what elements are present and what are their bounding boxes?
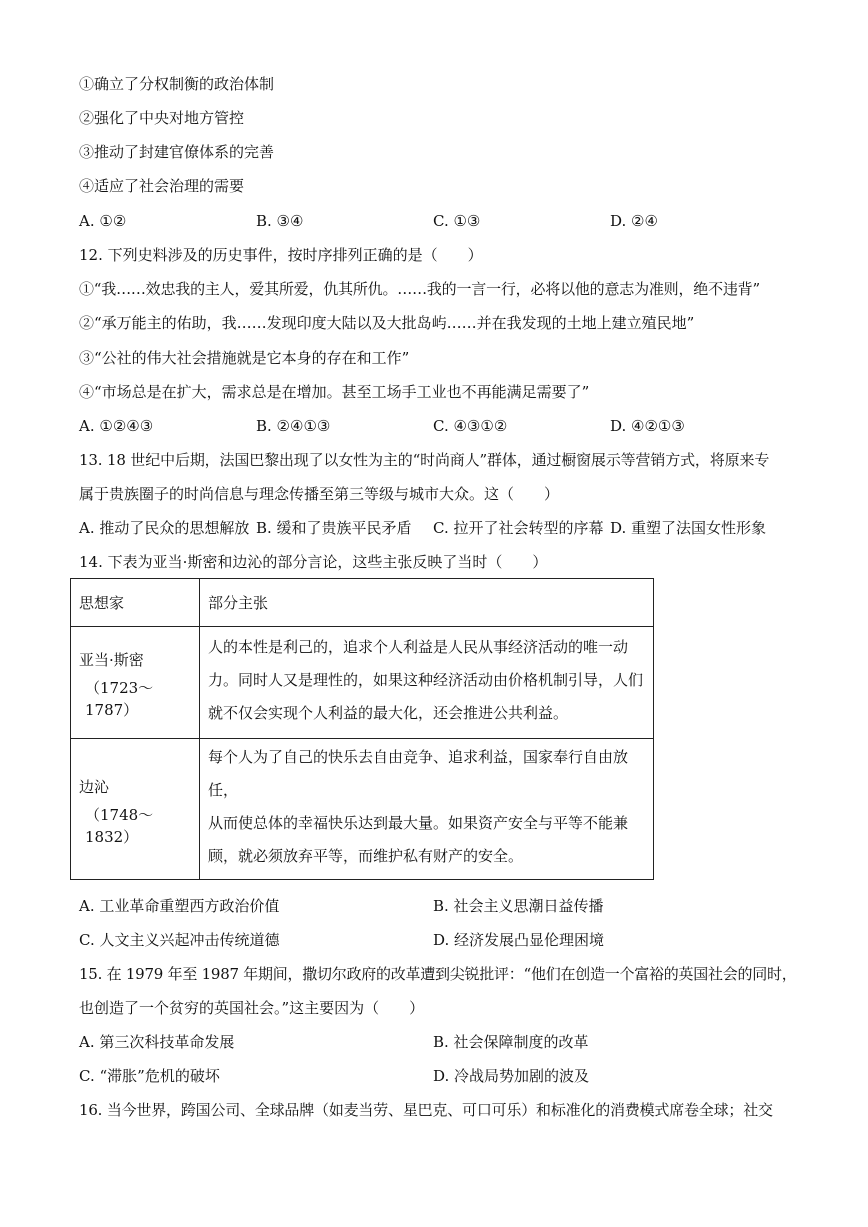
q15-stem-line-2: 也创造了一个贫穷的英国社会。”这主要因为（ ） xyxy=(79,999,425,1017)
thinker-name: 亚当·斯密 xyxy=(79,651,144,669)
q12-source-1: ①“我……效忠我的主人，爱其所爱，仇其所仇。……我的一言一行，必将以他的意志为准则，绝不违背” xyxy=(79,280,760,298)
q14-option-d: D. 经济发展凸显伦理困境 xyxy=(433,931,605,949)
q13-stem-line-2: 属于贵族圈子的时尚信息与理念传播至第三等级与城市大众。这（ ） xyxy=(79,485,560,503)
views-line: 从而使总体的幸福快乐达到最大量。如果资产安全与平等不能兼 xyxy=(208,814,629,832)
q15-options-row-2 xyxy=(79,1066,839,1086)
q13-option-a: A. 推动了民众的思想解放 xyxy=(79,519,250,537)
q11-option-a: A. ①② xyxy=(79,212,127,230)
q12-options xyxy=(79,416,839,436)
q15-option-a: A. 第三次科技革命发展 xyxy=(79,1033,235,1051)
views-line: 就不仅会实现个人利益的最大化，还会推进公共利益。 xyxy=(208,704,569,722)
q13-option-c: C. 拉开了社会转型的序幕 xyxy=(433,519,604,537)
q15-stem-line-1: 15. 在 1979 年至 1987 年期间，撒切尔政府的改革遭到尖锐批评：“他们在创造一个富裕的英国社会的同时， xyxy=(79,965,797,983)
q12-stem: 12. 下列史料涉及的历史事件，按时序排列正确的是（ ） xyxy=(79,246,483,264)
q15-option-d: D. 冷战局势加剧的波及 xyxy=(433,1067,590,1085)
q14-option-a: A. 工业革命重塑西方政治价值 xyxy=(79,897,280,915)
q14-table xyxy=(70,578,654,880)
q12-option-b: B. ②④①③ xyxy=(256,417,331,435)
thinker-years: （1748～1832） xyxy=(85,805,154,846)
q12-option-c: C. ④③①② xyxy=(433,417,508,435)
q12-option-d: D. ④②①③ xyxy=(610,417,685,435)
q11-item-1: ①确立了分权制衡的政治体制 xyxy=(79,75,275,93)
q12-option-a: A. ①②④③ xyxy=(79,417,154,435)
views-line: 力。同时人又是理性的，如果这种经济活动由价格机制引导，人们 xyxy=(208,671,644,689)
q14-options-row-1 xyxy=(79,896,839,916)
table-header-thinker: 思想家 xyxy=(71,579,200,627)
q12-source-2: ②“承万能主的佑助，我……发现印度大陆以及大批岛屿……并在我发现的土地上建立殖民地” xyxy=(79,314,695,332)
views-cell xyxy=(200,627,654,739)
q14-option-b: B. 社会主义思潮日益传播 xyxy=(433,897,604,915)
q12-source-4: ④“市场总是在扩大，需求总是在增加。甚至工场手工业也不再能满足需要了” xyxy=(79,383,590,401)
views-cell xyxy=(200,739,654,880)
q14-option-c: C. 人文主义兴起冲击传统道德 xyxy=(79,931,280,949)
thinker-cell xyxy=(71,739,200,880)
q12-source-3: ③“公社的伟大社会措施就是它本身的存在和工作” xyxy=(79,349,410,367)
q11-options xyxy=(79,211,839,231)
q13-stem-line-1: 13. 18 世纪中后期，法国巴黎出现了以女性为主的“时尚商人”群体，通过橱窗展示等营销方式，将原来专 xyxy=(79,451,770,469)
thinker-cell xyxy=(71,627,200,739)
q11-option-c: C. ①③ xyxy=(433,212,481,230)
table-row xyxy=(71,739,654,880)
q11-item-2: ②强化了中央对地方管控 xyxy=(79,109,245,127)
q13-option-b: B. 缓和了贵族平民矛盾 xyxy=(256,519,412,537)
table-header-row xyxy=(71,579,654,627)
q15-options-row-1 xyxy=(79,1032,839,1052)
thinker-years: （1723～1787） xyxy=(85,679,154,719)
q14-options-row-2 xyxy=(79,930,839,950)
table-header-views: 部分主张 xyxy=(200,579,654,627)
q15-option-c: C. “滞胀”危机的破坏 xyxy=(79,1067,220,1085)
q11-item-3: ③推动了封建官僚体系的完善 xyxy=(79,143,275,161)
thinker-name: 边沁 xyxy=(79,777,110,796)
views-line: 每个人为了自己的快乐去自由竞争、追求利益，国家奉行自由放任， xyxy=(208,748,629,799)
views-line: 人的本性是利己的，追求个人利益是人民从事经济活动的唯一动 xyxy=(208,638,629,656)
views-line: 顾，就必须放弃平等，而维护私有财产的安全。 xyxy=(208,847,524,865)
q11-option-d: D. ②④ xyxy=(610,212,658,230)
q14-stem: 14. 下表为亚当·斯密和边沁的部分言论，这些主张反映了当时（ ） xyxy=(79,553,548,571)
q16-stem-line-1: 16. 当今世界，跨国公司、全球品牌（如麦当劳、星巴克、可口可乐）和标准化的消费模式席卷全球；社交 xyxy=(79,1101,773,1119)
table-row xyxy=(71,627,654,739)
q15-option-b: B. 社会保障制度的改革 xyxy=(433,1033,589,1051)
q13-options xyxy=(79,518,839,538)
q11-option-b: B. ③④ xyxy=(256,212,304,230)
q11-item-4: ④适应了社会治理的需要 xyxy=(79,177,245,195)
q13-option-d: D. 重塑了法国女性形象 xyxy=(610,519,767,537)
